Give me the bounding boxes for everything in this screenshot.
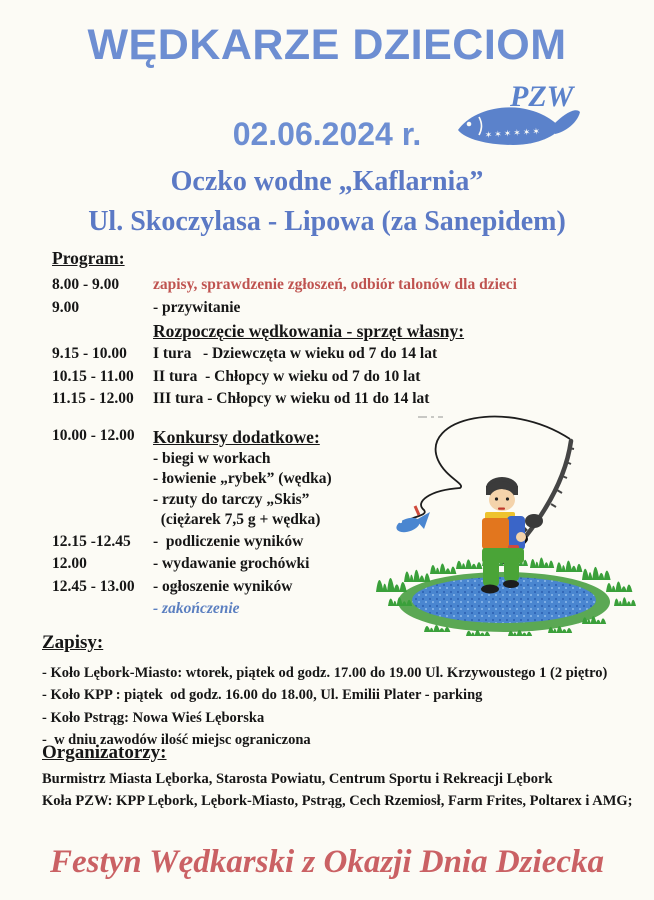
program-text: III tura - Chłopcy w wieku od 11 do 14 lat <box>153 390 430 407</box>
program-text: - łowienie „rybek” (wędka) <box>153 470 332 487</box>
program-time <box>52 449 153 470</box>
organizers-line: Koła PZW: KPP Lębork, Lębork-Miasto, Pstrąg, Cech Rzemiosł, Farm Frites, Poltarex i AMG; <box>42 793 633 809</box>
program-heading: Program: <box>52 248 125 268</box>
program-row <box>52 366 522 389</box>
venue-line-1: Oczko wodne „Kaflarnia” <box>170 166 484 197</box>
zapisy-item: - Koło Lębork-Miasto: wtorek, piątek od godz. 17.00 do 19.00 Ul. Krzywoustego 1 (2 piętro) <box>42 665 608 681</box>
program-time: 12.15 -12.45 <box>52 532 131 550</box>
program-text: - rzuty do tarczy „Skis” <box>153 490 310 508</box>
event-date: 02.06.2024 r. <box>232 116 422 152</box>
eye <box>506 497 509 500</box>
program-time: 9.15 - 10.00 <box>52 345 127 362</box>
poster-title: WĘDKARZE DZIECIOM <box>87 21 567 69</box>
program-time: 9.00 <box>52 298 80 316</box>
organizers-heading: Organizatorzy: <box>42 742 167 763</box>
hand <box>516 532 526 542</box>
program-time: 10.15 - 11.00 <box>52 367 134 385</box>
logo-stars: ✶✶✶✶✶✶ <box>484 126 543 140</box>
program-row <box>52 343 522 366</box>
footer-banner-text: Festyn Wędkarski z Okazji Dnia Dziecka <box>49 844 604 880</box>
organizers-section <box>42 740 634 812</box>
program-row <box>52 319 522 343</box>
program-text: - wydawanie grochówki <box>153 555 310 572</box>
program-text: zapisy, sprawdzenie zgłoszeń, odbiór talonów dla dzieci <box>153 276 517 293</box>
program-time: 12.00 <box>52 555 87 572</box>
boy-fishing-illustration <box>358 408 643 640</box>
program-text: - ogłoszenie wyników <box>153 577 293 595</box>
fishing-reel <box>525 514 543 528</box>
left-leg <box>483 556 499 587</box>
program-time <box>52 490 153 511</box>
program-text: (ciężarek 7,5 g + wędka) <box>153 511 321 528</box>
program-text: I tura - Dziewczęta w wieku od 7 do 14 lat <box>153 345 438 362</box>
zapisy-item: - Koło Pstrąg: Nowa Wieś Lęborska <box>42 709 265 726</box>
program-time <box>52 598 153 621</box>
venue-line-2: Ul. Skoczylasa - Lipowa (za Sanepidem) <box>88 206 566 237</box>
program-time <box>52 469 153 490</box>
zapisy-heading: Zapisy: <box>42 632 104 653</box>
eye <box>495 497 498 500</box>
program-time: 12.45 - 13.00 <box>52 577 135 595</box>
scan-artifact <box>418 416 443 418</box>
zapisy-section <box>42 630 634 752</box>
program-closing-text: - zakończenie <box>153 600 240 617</box>
small-fish <box>395 512 430 535</box>
program-time <box>52 510 153 531</box>
program-text: II tura - Chłopcy w wieku od 7 do 10 lat <box>153 367 421 385</box>
mouth <box>498 508 505 510</box>
program-text: - podliczenie wyników <box>153 532 304 550</box>
organizers-line: Burmistrz Miasta Lęborka, Starosta Powiatu, Centrum Sportu i Rekreacji Lębork <box>42 771 553 787</box>
zapisy-item: - Koło KPP : piątek od godz. 16.00 do 18.00, Ul. Emilii Plater - parking <box>42 687 483 704</box>
program-time: 11.15 - 12.00 <box>52 390 134 407</box>
right-leg <box>504 556 519 582</box>
zapisy-item: - w dniu zawodów ilość miejsc ograniczona <box>42 732 311 749</box>
program-row <box>52 297 522 320</box>
pzw-logo-text: PZW <box>510 80 574 113</box>
hook-float <box>415 506 419 515</box>
program-time: 10.00 - 12.00 <box>52 426 135 444</box>
program-time: 8.00 - 9.00 <box>52 276 120 293</box>
program-time <box>52 319 153 343</box>
program-text: - biegi w workach <box>153 449 271 467</box>
program-text: - przywitanie <box>153 298 241 316</box>
program-subheading: Rozpoczęcie wędkowania - sprzęt własny: <box>153 321 465 341</box>
program-subheading: Konkursy dodatkowe: <box>153 426 320 447</box>
program-row <box>52 274 522 297</box>
orange-vest <box>482 518 509 549</box>
shoe <box>481 585 499 594</box>
shoe <box>503 580 519 588</box>
